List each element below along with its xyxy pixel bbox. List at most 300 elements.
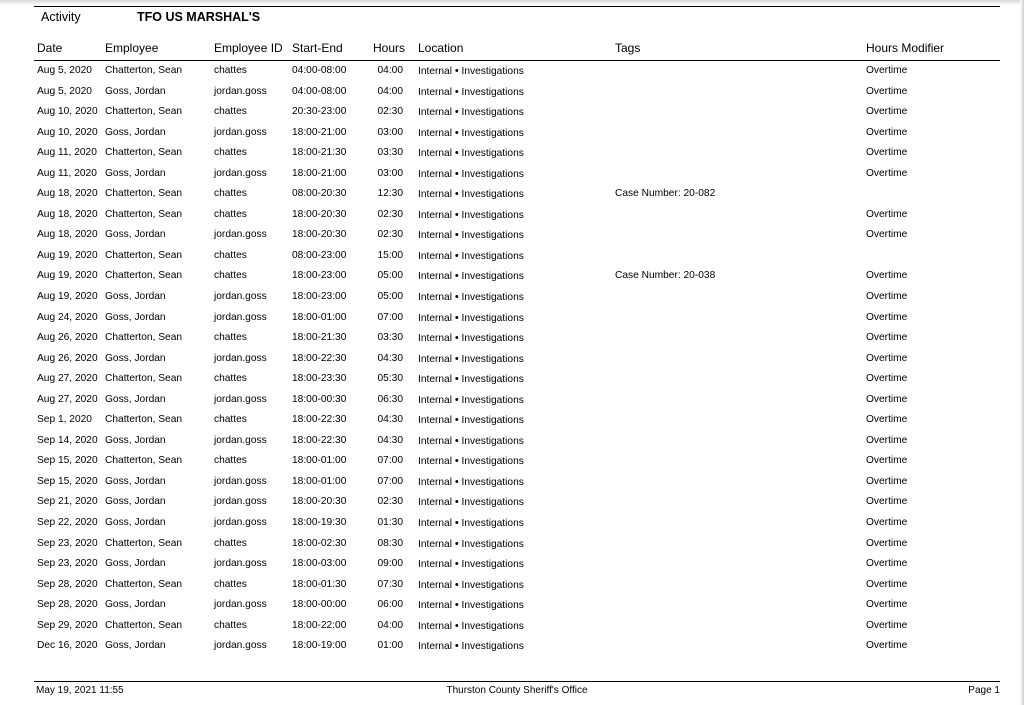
location-separator: • — [454, 517, 459, 530]
location-category: Internal — [418, 230, 452, 242]
cell-hours-modifier: Overtime — [866, 578, 908, 590]
location-separator: • — [454, 537, 459, 550]
cell-location — [418, 373, 524, 385]
cell-start-end: 18:00-01:00 — [292, 311, 347, 323]
cell-start-end: 18:00-20:30 — [292, 229, 347, 241]
cell-employee-id: jordan.goss — [214, 291, 267, 303]
location-separator: • — [454, 578, 459, 591]
location-category: Internal — [418, 579, 452, 591]
cell-location — [418, 620, 524, 632]
location-category: Internal — [418, 641, 452, 653]
cell-start-end: 18:00-22:30 — [292, 414, 347, 426]
cell-employee: Goss, Jordan — [105, 167, 166, 179]
cell-hours: 04:30 — [377, 414, 403, 426]
column-header-hours-modifier: Hours Modifier — [866, 41, 945, 55]
table-row — [34, 287, 1000, 308]
table-row — [34, 123, 1000, 144]
cell-date: Aug 27, 2020 — [37, 393, 98, 405]
cell-start-end: 18:00-03:00 — [292, 558, 347, 570]
cell-hours: 05:00 — [377, 291, 403, 303]
table-row — [34, 82, 1000, 103]
cell-location — [418, 599, 524, 611]
cell-employee: Goss, Jordan — [105, 126, 166, 138]
location-unit: Investigations — [461, 620, 524, 632]
cell-location — [418, 168, 524, 180]
cell-start-end: 18:00-21:30 — [292, 332, 347, 344]
cell-employee: Goss, Jordan — [105, 352, 166, 364]
table-row — [34, 390, 1000, 411]
cell-hours: 02:30 — [377, 229, 403, 241]
location-unit: Investigations — [461, 333, 524, 345]
cell-start-end: 18:00-19:30 — [292, 517, 347, 529]
location-unit: Investigations — [461, 107, 524, 119]
table-row — [34, 616, 1000, 637]
location-category: Internal — [418, 107, 452, 119]
table-row — [34, 143, 1000, 164]
column-header-date: Date — [37, 41, 63, 55]
cell-employee: Chatterton, Sean — [105, 537, 183, 549]
cell-date: Sep 29, 2020 — [37, 619, 98, 631]
cell-hours: 04:30 — [377, 352, 403, 364]
cell-employee: Chatterton, Sean — [105, 65, 183, 76]
location-category: Internal — [418, 538, 452, 550]
cell-employee: Chatterton, Sean — [105, 619, 183, 631]
activity-table — [34, 40, 1000, 657]
cell-location — [418, 455, 524, 467]
cell-hours: 03:30 — [377, 332, 403, 344]
location-unit: Investigations — [461, 230, 524, 242]
cell-date: Aug 19, 2020 — [37, 249, 98, 261]
location-unit: Investigations — [461, 476, 524, 488]
location-category: Internal — [418, 271, 452, 283]
cell-employee-id: chattes — [214, 414, 247, 426]
cell-employee-id: chattes — [214, 619, 247, 631]
cell-start-end: 04:00-08:00 — [292, 85, 347, 97]
cell-location — [418, 270, 524, 282]
cell-location — [418, 476, 524, 488]
cell-location — [418, 209, 524, 221]
cell-location — [418, 496, 524, 508]
table-row — [34, 308, 1000, 329]
cell-hours-modifier: Overtime — [866, 147, 908, 159]
location-category: Internal — [418, 66, 452, 77]
cell-hours: 04:00 — [377, 65, 403, 76]
table-row — [34, 164, 1000, 185]
cell-employee-id: chattes — [214, 249, 247, 261]
cell-location — [418, 65, 524, 77]
cell-date: Sep 15, 2020 — [37, 475, 98, 487]
cell-date: Sep 21, 2020 — [37, 496, 98, 508]
location-separator: • — [454, 619, 459, 632]
cell-employee-id: jordan.goss — [214, 434, 267, 446]
cell-start-end: 08:00-23:00 — [292, 249, 347, 261]
cell-employee: Chatterton, Sean — [105, 147, 183, 159]
cell-employee-id: jordan.goss — [214, 85, 267, 97]
location-separator: • — [454, 558, 459, 571]
cell-hours-modifier: Overtime — [866, 496, 908, 508]
cell-employee: Goss, Jordan — [105, 229, 166, 241]
cell-start-end: 18:00-23:00 — [292, 291, 347, 303]
location-unit: Investigations — [461, 579, 524, 591]
cell-employee-id: jordan.goss — [214, 352, 267, 364]
table-row — [34, 225, 1000, 246]
table-row — [34, 61, 1000, 82]
cell-hours: 08:30 — [377, 537, 403, 549]
table-row — [34, 636, 1000, 657]
cell-hours-modifier: Overtime — [866, 291, 908, 303]
location-unit: Investigations — [461, 435, 524, 447]
cell-hours: 05:30 — [377, 373, 403, 385]
location-unit: Investigations — [461, 127, 524, 139]
table-row — [34, 328, 1000, 349]
cell-start-end: 18:00-21:30 — [292, 147, 347, 159]
location-separator: • — [454, 599, 459, 612]
cell-employee-id: chattes — [214, 455, 247, 467]
location-separator: • — [454, 352, 459, 365]
table-row — [34, 451, 1000, 472]
cell-tags: Case Number: 20-082 — [615, 188, 716, 200]
location-category: Internal — [418, 456, 452, 468]
cell-employee-id: jordan.goss — [214, 640, 267, 652]
cell-location — [418, 188, 524, 200]
cell-start-end: 18:00-23:30 — [292, 373, 347, 385]
location-unit: Investigations — [461, 148, 524, 160]
cell-hours-modifier: Overtime — [866, 106, 908, 118]
cell-employee: Goss, Jordan — [105, 475, 166, 487]
table-row — [34, 431, 1000, 452]
cell-date: Aug 5, 2020 — [37, 85, 92, 97]
cell-employee-id: jordan.goss — [214, 599, 267, 611]
cell-hours-modifier: Overtime — [866, 229, 908, 241]
cell-employee: Chatterton, Sean — [105, 332, 183, 344]
cell-employee-id: jordan.goss — [214, 496, 267, 508]
cell-hours: 03:00 — [377, 126, 403, 138]
cell-start-end: 18:00-00:00 — [292, 599, 347, 611]
cell-date: Sep 28, 2020 — [37, 578, 98, 590]
location-unit: Investigations — [461, 559, 524, 571]
cell-date: Sep 22, 2020 — [37, 517, 98, 529]
cell-hours-modifier: Overtime — [866, 619, 908, 631]
table-row — [34, 246, 1000, 267]
cell-location — [418, 558, 524, 570]
cell-start-end: 18:00-22:30 — [292, 434, 347, 446]
cell-hours: 07:00 — [377, 475, 403, 487]
cell-date: Aug 19, 2020 — [37, 270, 98, 282]
cell-hours-modifier: Overtime — [866, 352, 908, 364]
table-row — [34, 492, 1000, 513]
location-unit: Investigations — [461, 66, 524, 77]
table-row — [34, 349, 1000, 370]
column-header-employee: Employee — [105, 41, 159, 55]
cell-location — [418, 517, 524, 529]
cell-location — [418, 86, 524, 98]
location-unit: Investigations — [461, 600, 524, 612]
table-row — [34, 575, 1000, 596]
location-unit: Investigations — [461, 353, 524, 365]
cell-location — [418, 229, 524, 241]
cell-hours: 07:30 — [377, 578, 403, 590]
cell-employee: Chatterton, Sean — [105, 373, 183, 385]
cell-hours-modifier: Overtime — [866, 537, 908, 549]
location-separator: • — [454, 475, 459, 488]
cell-hours: 01:30 — [377, 517, 403, 529]
cell-hours-modifier: Overtime — [866, 414, 908, 426]
cell-hours-modifier: Overtime — [866, 332, 908, 344]
location-category: Internal — [418, 333, 452, 345]
cell-employee-id: jordan.goss — [214, 558, 267, 570]
cell-location — [418, 414, 524, 426]
location-separator: • — [454, 65, 459, 77]
location-category: Internal — [418, 189, 452, 201]
cell-start-end: 18:00-21:00 — [292, 126, 347, 138]
cell-hours: 06:00 — [377, 599, 403, 611]
location-category: Internal — [418, 415, 452, 427]
cell-location — [418, 640, 524, 652]
location-unit: Investigations — [461, 497, 524, 509]
cell-date: Dec 16, 2020 — [37, 640, 98, 652]
footer-print-timestamp: May 19, 2021 11:55 — [36, 685, 124, 696]
location-category: Internal — [418, 292, 452, 304]
cell-date: Aug 27, 2020 — [37, 373, 98, 385]
location-separator: • — [454, 311, 459, 324]
cell-date: Aug 5, 2020 — [37, 65, 92, 76]
location-category: Internal — [418, 374, 452, 386]
page-right-edge — [1020, 0, 1024, 705]
location-unit: Investigations — [461, 86, 524, 98]
cell-employee: Goss, Jordan — [105, 496, 166, 508]
location-separator: • — [454, 249, 459, 262]
column-header-tags: Tags — [615, 41, 641, 55]
cell-start-end: 18:00-22:00 — [292, 619, 347, 631]
location-separator: • — [454, 434, 459, 447]
cell-start-end: 18:00-01:30 — [292, 578, 347, 590]
cell-employee-id: chattes — [214, 578, 247, 590]
cell-employee-id: chattes — [214, 537, 247, 549]
cell-hours: 02:30 — [377, 106, 403, 118]
footer-agency: Thurston County Sheriff's Office — [446, 685, 588, 696]
table-row — [34, 472, 1000, 493]
cell-employee: Chatterton, Sean — [105, 578, 183, 590]
cell-date: Aug 11, 2020 — [37, 147, 97, 159]
cell-hours: 07:00 — [377, 455, 403, 467]
location-separator: • — [454, 208, 459, 221]
cell-hours: 12:30 — [377, 188, 403, 200]
cell-hours-modifier: Overtime — [866, 270, 908, 282]
cell-date: Aug 26, 2020 — [37, 352, 98, 364]
location-separator: • — [454, 393, 459, 406]
table-row — [34, 410, 1000, 431]
table-row — [34, 102, 1000, 123]
cell-employee: Chatterton, Sean — [105, 270, 183, 282]
location-separator: • — [454, 167, 459, 180]
cell-employee: Goss, Jordan — [105, 311, 166, 323]
location-separator: • — [454, 229, 459, 242]
location-category: Internal — [418, 394, 452, 406]
cell-start-end: 18:00-22:30 — [292, 352, 347, 364]
cell-date: Aug 10, 2020 — [37, 126, 98, 138]
location-category: Internal — [418, 209, 452, 221]
location-separator: • — [454, 640, 459, 653]
cell-date: Sep 28, 2020 — [37, 599, 98, 611]
location-unit: Investigations — [461, 250, 524, 262]
cell-start-end: 20:30-23:00 — [292, 106, 347, 118]
table-row — [34, 266, 1000, 287]
cell-hours: 04:30 — [377, 434, 403, 446]
cell-employee-id: chattes — [214, 208, 247, 220]
cell-start-end: 18:00-01:00 — [292, 475, 347, 487]
location-category: Internal — [418, 620, 452, 632]
cell-employee-id: jordan.goss — [214, 126, 267, 138]
cell-hours-modifier: Overtime — [866, 311, 908, 323]
cell-employee: Chatterton, Sean — [105, 455, 183, 467]
cell-employee: Chatterton, Sean — [105, 208, 183, 220]
cell-date: Aug 24, 2020 — [37, 311, 98, 323]
table-row — [34, 534, 1000, 555]
cell-hours-modifier: Overtime — [866, 517, 908, 529]
cell-employee-id: chattes — [214, 332, 247, 344]
cell-hours-modifier: Overtime — [866, 558, 908, 570]
location-unit: Investigations — [461, 394, 524, 406]
cell-date: Sep 1, 2020 — [37, 414, 92, 426]
cell-hours-modifier: Overtime — [866, 208, 908, 220]
cell-location — [418, 106, 524, 118]
cell-hours-modifier: Overtime — [866, 167, 908, 179]
location-category: Internal — [418, 559, 452, 571]
table-row — [34, 369, 1000, 390]
cell-date: Aug 18, 2020 — [37, 188, 98, 200]
table-row — [34, 205, 1000, 226]
cell-hours: 04:00 — [377, 619, 403, 631]
location-unit: Investigations — [461, 518, 524, 530]
location-unit: Investigations — [461, 189, 524, 201]
cell-hours: 09:00 — [377, 558, 403, 570]
location-unit: Investigations — [461, 292, 524, 304]
cell-employee-id: jordan.goss — [214, 311, 267, 323]
page-footer — [34, 681, 1000, 702]
activity-label: Activity — [41, 10, 81, 24]
cell-employee-id: chattes — [214, 147, 247, 159]
cell-tags: Case Number: 20-038 — [615, 270, 716, 282]
cell-hours: 03:00 — [377, 167, 403, 179]
location-category: Internal — [418, 435, 452, 447]
cell-employee: Chatterton, Sean — [105, 414, 183, 426]
cell-employee: Goss, Jordan — [105, 517, 166, 529]
cell-employee-id: chattes — [214, 106, 247, 118]
cell-start-end: 18:00-00:30 — [292, 393, 347, 405]
cell-employee: Chatterton, Sean — [105, 249, 183, 261]
cell-date: Sep 23, 2020 — [37, 558, 98, 570]
location-separator: • — [454, 85, 459, 98]
cell-start-end: 04:00-08:00 — [292, 65, 347, 76]
cell-date: Sep 15, 2020 — [37, 455, 98, 467]
location-unit: Investigations — [461, 312, 524, 324]
location-unit: Investigations — [461, 374, 524, 386]
cell-hours: 02:30 — [377, 208, 403, 220]
location-separator: • — [454, 106, 459, 119]
table-body — [34, 61, 1000, 657]
location-category: Internal — [418, 127, 452, 139]
cell-location — [418, 579, 524, 591]
cell-location — [418, 538, 524, 550]
cell-employee-id: chattes — [214, 270, 247, 282]
location-separator: • — [454, 188, 459, 201]
location-unit: Investigations — [461, 641, 524, 653]
location-category: Internal — [418, 476, 452, 488]
cell-employee-id: chattes — [214, 373, 247, 385]
cell-employee-id: jordan.goss — [214, 475, 267, 487]
cell-hours: 07:00 — [377, 311, 403, 323]
cell-employee: Chatterton, Sean — [105, 106, 183, 118]
cell-start-end: 18:00-02:30 — [292, 537, 347, 549]
cell-employee: Goss, Jordan — [105, 434, 166, 446]
cell-hours-modifier: Overtime — [866, 65, 908, 76]
cell-location — [418, 435, 524, 447]
location-separator: • — [454, 373, 459, 386]
cell-date: Aug 18, 2020 — [37, 208, 98, 220]
page-top-edge — [0, 0, 1024, 5]
cell-location — [418, 394, 524, 406]
table-row — [34, 513, 1000, 534]
cell-date: Aug 11, 2020 — [37, 167, 97, 179]
table-row — [34, 595, 1000, 616]
cell-location — [418, 332, 524, 344]
cell-hours: 06:30 — [377, 393, 403, 405]
table-row — [34, 184, 1000, 205]
location-separator: • — [454, 147, 459, 160]
cell-employee: Goss, Jordan — [105, 291, 166, 303]
cell-location — [418, 147, 524, 159]
cell-hours-modifier: Overtime — [866, 475, 908, 487]
location-category: Internal — [418, 148, 452, 160]
cell-start-end: 18:00-23:00 — [292, 270, 347, 282]
cell-employee-id: chattes — [214, 188, 247, 200]
cell-date: Aug 26, 2020 — [37, 332, 98, 344]
table-header — [34, 40, 1000, 61]
cell-employee-id: jordan.goss — [214, 229, 267, 241]
cell-employee-id: chattes — [214, 65, 247, 76]
cell-employee-id: jordan.goss — [214, 517, 267, 529]
cell-date: Aug 18, 2020 — [37, 229, 98, 241]
activity-value: TFO US MARSHAL'S — [137, 10, 261, 24]
cell-employee: Goss, Jordan — [105, 558, 166, 570]
cell-hours-modifier: Overtime — [866, 640, 908, 652]
location-unit: Investigations — [461, 271, 524, 283]
location-separator: • — [454, 496, 459, 509]
location-separator: • — [454, 414, 459, 427]
cell-employee: Chatterton, Sean — [105, 188, 183, 200]
cell-start-end: 18:00-21:00 — [292, 167, 347, 179]
cell-start-end: 18:00-19:00 — [292, 640, 347, 652]
cell-hours-modifier: Overtime — [866, 85, 908, 97]
cell-date: Aug 19, 2020 — [37, 291, 98, 303]
cell-hours: 15:00 — [377, 249, 403, 261]
location-unit: Investigations — [461, 209, 524, 221]
location-unit: Investigations — [461, 538, 524, 550]
column-header-hours: Hours — [373, 41, 406, 55]
table-row — [34, 554, 1000, 575]
column-header-start-end: Start-End — [292, 41, 343, 55]
cell-location — [418, 291, 524, 303]
cell-hours-modifier: Overtime — [866, 455, 908, 467]
cell-hours-modifier: Overtime — [866, 126, 908, 138]
cell-hours-modifier: Overtime — [866, 434, 908, 446]
cell-location — [418, 353, 524, 365]
activity-header — [34, 6, 1000, 29]
location-category: Internal — [418, 353, 452, 365]
footer-page-number: Page 1 — [968, 685, 1000, 696]
cell-hours: 03:30 — [377, 147, 403, 159]
location-category: Internal — [418, 497, 452, 509]
